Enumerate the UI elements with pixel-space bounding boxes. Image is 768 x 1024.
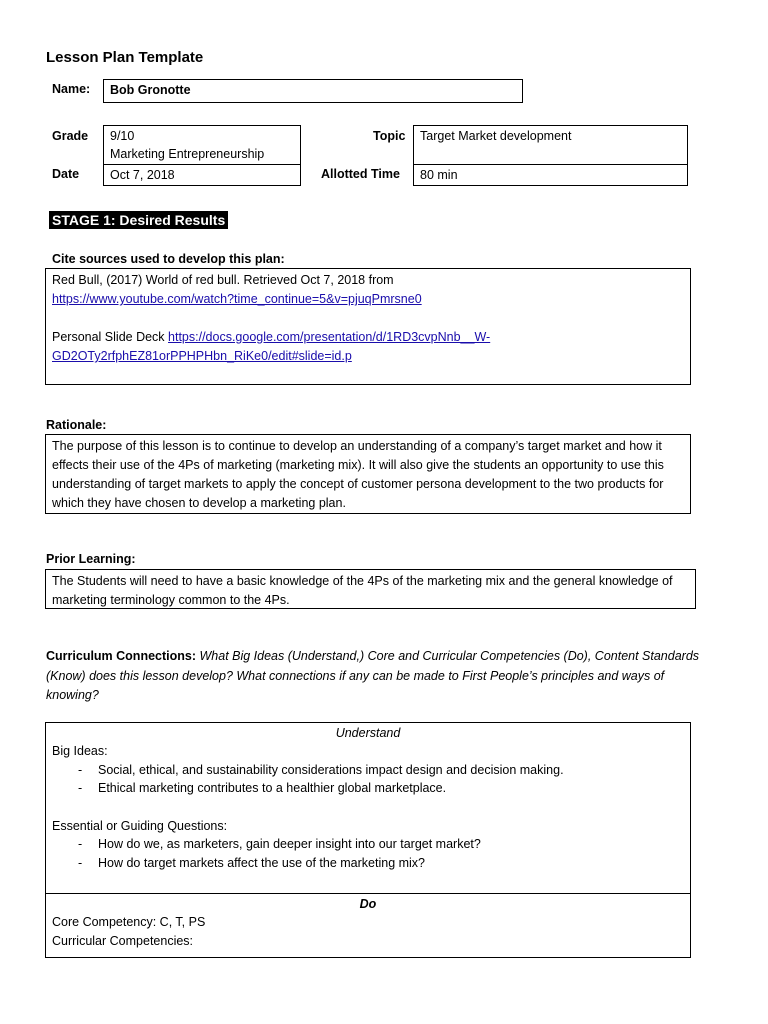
page-title: Lesson Plan Template xyxy=(46,49,204,66)
do-section xyxy=(46,894,690,951)
list-item: - How do target markets affect the use of the marketing mix? xyxy=(52,854,684,873)
grade-field xyxy=(103,125,301,165)
date-label: Date xyxy=(52,167,80,181)
name-field: Bob Gronotte xyxy=(103,79,523,103)
understand-do-table xyxy=(45,722,691,958)
list-item: - Social, ethical, and sustainability considerations impact design and decision making. xyxy=(52,761,684,780)
topic-label: Topic xyxy=(373,129,406,143)
sources-label: Cite sources used to develop this plan: xyxy=(52,252,285,266)
prior-learning-box xyxy=(45,569,696,609)
slide-deck-link[interactable]: https://docs.google.com/presentation/d/1RD3cvpNnb__W- xyxy=(168,330,491,344)
rationale-text: The purpose of this lesson is to continue to develop an understanding of a company’s target market and how it effects their use of the 4Ps of marketing (marketing mix). It will also give the students an opportunity to use this understanding of target markets to apply the concept of customer persona development to the two products for which they have chosen to develop a marketing plan. xyxy=(52,439,664,510)
rationale-label: Rationale: xyxy=(46,418,107,432)
curricular-competencies: Curricular Competencies: xyxy=(52,933,194,948)
list-item: - Ethical marketing contributes to a healthier global marketplace. xyxy=(52,779,684,798)
curriculum-label: Curriculum Connections: xyxy=(46,649,197,663)
big-ideas-list xyxy=(52,761,684,798)
guiding-questions-label: Essential or Guiding Questions: xyxy=(52,818,228,833)
name-label: Name: xyxy=(52,82,91,96)
youtube-link[interactable]: https://www.youtube.com/watch?time_continue=5&v=pjuqPmrsne0 xyxy=(52,292,422,306)
allotted-time-label: Allotted Time xyxy=(321,167,400,181)
understand-heading: Understand xyxy=(335,726,401,740)
curriculum-connections xyxy=(46,647,716,706)
allotted-time-field: 80 min xyxy=(413,164,688,186)
topic-field: Target Market development xyxy=(413,125,688,165)
grade-course: Marketing Entrepreneurship xyxy=(110,147,265,161)
guiding-questions-list xyxy=(52,835,684,872)
rationale-box xyxy=(45,434,691,514)
grade-value: 9/10 xyxy=(110,129,135,143)
sources-box xyxy=(45,268,691,385)
big-ideas-label: Big Ideas: xyxy=(52,744,108,758)
grade-label: Grade xyxy=(52,129,89,143)
source-citation: Red Bull, (2017) World of red bull. Retrieved Oct 7, 2018 from xyxy=(52,273,394,287)
date-field: Oct 7, 2018 xyxy=(103,164,301,186)
curriculum-question: What Big Ideas (Understand,) Core and Curricular Competencies (Do), Content Standards (Know) does this lesson develop? What connections if any can be made to First People’s principles and ways of knowing? xyxy=(46,649,700,702)
understand-section xyxy=(46,723,690,894)
slide-deck-link-cont[interactable]: GD2OTy2rfphEZ81orPPHPHbn_RiKe0/edit#slide=id.p xyxy=(52,349,352,363)
prior-learning-text: The Students will need to have a basic knowledge of the 4Ps of the marketing mix and the general knowledge of marketing terminology common to the 4Ps. xyxy=(52,574,673,607)
slide-deck-prefix: Personal Slide Deck xyxy=(52,330,169,344)
do-heading: Do xyxy=(359,897,377,911)
list-item: - How do we, as marketers, gain deeper insight into our target market? xyxy=(52,835,684,854)
prior-learning-label: Prior Learning: xyxy=(46,552,136,566)
stage1-banner: STAGE 1: Desired Results xyxy=(49,211,228,229)
core-competency: Core Competency: C, T, PS xyxy=(52,915,206,929)
